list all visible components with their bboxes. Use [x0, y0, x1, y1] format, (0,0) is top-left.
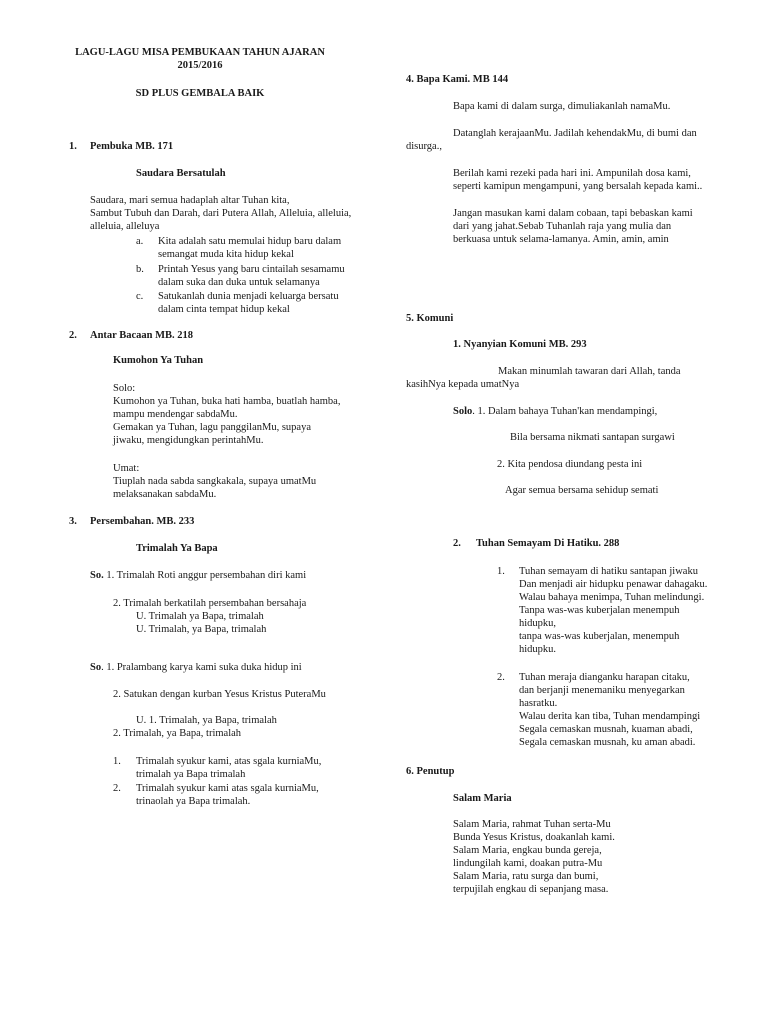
section-6-heading: 6. Penutup: [406, 766, 455, 777]
section-3-number: 3.: [69, 516, 77, 527]
list-item-text: Segala cemaskan musnah, kuaman abadi,: [519, 724, 693, 735]
section-5-subheading-2: Tuhan Semayam Di Hatiku. 288: [476, 538, 620, 549]
section-2-line: Umat:: [113, 463, 140, 474]
section-6-line: terpujilah engkau di sepanjang masa.: [453, 884, 609, 895]
section-6-line: Salam Maria, engkau bunda gereja,: [453, 845, 602, 856]
section-3-song-title: Trimalah Ya Bapa: [136, 543, 218, 554]
list-item-text: Walau derita kan tiba, Tuhan mendampingi: [519, 711, 701, 722]
list-item-text: Printah Yesus yang baru cintailah sesamamu: [158, 264, 345, 275]
doc-title-line2: 2015/2016: [177, 60, 223, 71]
section-3-heading: Persembahan. MB. 233: [90, 516, 195, 527]
section-5-subheading-1: 1. Nyanyian Komuni MB. 293: [453, 339, 587, 350]
section-2-song-title: Kumohon Ya Tuhan: [113, 355, 204, 366]
section-4-line: berkuasa untuk selama-lamanya. Amin, amin, amin: [453, 234, 669, 245]
school-name: SD PLUS GEMBALA BAIK: [135, 88, 265, 99]
list-marker: c.: [136, 291, 144, 302]
section-2-number: 2.: [69, 330, 77, 341]
list-item-text: semangat muda kita hidup kekal: [158, 249, 294, 260]
list-item-text: dan berjanji menemaniku menyegarkan: [519, 685, 685, 696]
verse-line: 2. Kita pendosa diundang pesta ini: [497, 459, 643, 470]
section-1-song-title: Saudara Bersatulah: [136, 168, 226, 179]
list-marker: b.: [136, 264, 144, 275]
section-2-line: jiwaku, mengidungkan perintahMu.: [113, 435, 264, 446]
section-2-line: melaksanakan sabdaMu.: [113, 489, 217, 500]
section-5-intro: kasihNya kepada umatNya: [406, 379, 520, 390]
section-2-line: Kumohon ya Tuhan, buka hati hamba, buatlah hamba,: [113, 396, 341, 407]
section-4-line: Jangan masukan kami dalam cobaan, tapi bebaskan kami: [453, 208, 693, 219]
list-item-text: hidupku,: [519, 618, 557, 629]
section-4-line: Bapa kami di dalam surga, dimuliakanlah namaMu.: [453, 101, 671, 112]
section-6-line: Salam Maria, rahmat Tuhan serta-Mu: [453, 819, 611, 830]
list-item-text: Trimalah syukur kami atas sgala kurniaMu,: [136, 783, 319, 794]
section-2-line: Gemakan ya Tuhan, lagu panggilanMu, supaya: [113, 422, 312, 433]
list-item-text: Tanpa was-was kuberjalan menempuh: [519, 605, 680, 616]
solo-line: . 1. Dalam bahaya Tuhan'kan mendampingi,: [472, 406, 658, 417]
solo-label: Solo: [453, 406, 473, 417]
verse-line: Agar semua bersama sehidup semati: [505, 485, 659, 496]
solo-line: 1. Trimalah Roti anggur persembahan diri kami: [103, 570, 307, 581]
list-item-text: dalam cinta tempat hidup kekal: [158, 304, 290, 315]
list-item-text: Trimalah syukur kami, atas sgala kurniaMu,: [136, 756, 322, 767]
list-item-text: Satukanlah dunia menjadi keluarga bersatu: [158, 291, 339, 302]
section-4-line: dari yang jahat.Sebab Tuhanlah raja yang mulia dan: [453, 221, 672, 232]
solo-line: . 1. Pralambang karya kami suka duka hidup ini: [101, 662, 302, 673]
list-marker: 2.: [497, 672, 505, 683]
verse-line: 2. Trimalah, ya Bapa, trimalah: [113, 728, 242, 739]
solo-label: So.: [90, 570, 104, 581]
section-6-line: Salam Maria, ratu surga dan bumi,: [453, 871, 599, 882]
section-4-heading: 4. Bapa Kami. MB 144: [406, 74, 509, 85]
section-4-line: Datanglah kerajaanMu. Jadilah kehendakMu, di bumi dan: [453, 128, 697, 139]
list-item-text: trimalah ya Bapa trimalah: [136, 769, 246, 780]
list-marker: 2.: [113, 783, 121, 794]
section-1-line: alleluia, alleluya: [90, 221, 160, 232]
list-marker: 1.: [113, 756, 121, 767]
section-6-song-title: Salam Maria: [453, 793, 512, 804]
solo-label: So: [90, 662, 102, 673]
list-item-text: Kita adalah satu memulai hidup baru dalam: [158, 236, 342, 247]
list-item-text: tanpa was-was kuberjalan, menempuh: [519, 631, 680, 642]
section-6-line: Bunda Yesus Kristus, doakanlah kami.: [453, 832, 615, 843]
section-1-line: Saudara, mari semua hadaplah altar Tuhan kita,: [90, 195, 290, 206]
list-item-text: trinaolah ya Bapa trimalah.: [136, 796, 251, 807]
response-line: U. Trimalah, ya Bapa, trimalah: [136, 624, 267, 635]
verse-line: 2. Satukan dengan kurban Yesus Kristus PuteraMu: [113, 689, 326, 700]
list-item-text: Segala cemaskan musnah, ku aman abadi.: [519, 737, 696, 748]
section-1-line: Sambut Tubuh dan Darah, dari Putera Allah, Alleluia, alleluia,: [90, 208, 352, 219]
section-5-intro: Makan minumlah tawaran dari Allah, tanda: [498, 366, 681, 377]
section-5-subheading-2-number: 2.: [453, 538, 461, 549]
doc-title-line1: LAGU-LAGU MISA PEMBUKAAN TAHUN AJARAN: [75, 47, 325, 58]
section-4-line: seperti kamipun mengampuni, yang bersalah kepada kami..: [453, 181, 703, 192]
response-line: U. Trimalah ya Bapa, trimalah: [136, 611, 264, 622]
list-item-text: Tuhan semayam di hatiku santapan jiwaku: [519, 566, 698, 577]
list-item-text: Walau bahaya menimpa, Tuhan melindungi.: [519, 592, 705, 603]
list-marker: 1.: [497, 566, 505, 577]
list-marker: a.: [136, 236, 144, 247]
section-2-heading: Antar Bacaan MB. 218: [90, 330, 194, 341]
list-item-text: Tuhan meraja dianganku harapan citaku,: [519, 672, 690, 683]
section-2-line: Solo:: [113, 383, 136, 394]
section-6-line: lindungilah kami, doakan putra-Mu: [453, 858, 603, 869]
section-2-line: Tiuplah nada sabda sangkakala, supaya umatMu: [113, 476, 317, 487]
section-2-line: mampu mendengar sabdaMu.: [113, 409, 238, 420]
list-item-text: Dan menjadi air hidupku penawar dahagaku.: [519, 579, 708, 590]
section-1-heading: Pembuka MB. 171: [90, 141, 174, 152]
section-4-line: Berilah kami rezeki pada hari ini. Ampunilah dosa kami,: [453, 168, 691, 179]
verse-line: Bila bersama nikmati santapan surgawi: [510, 432, 675, 443]
list-item-text: dalam suka dan duka untuk selamanya: [158, 277, 320, 288]
section-4-line: disurga.,: [406, 141, 442, 152]
verse-line: 2. Trimalah berkatilah persembahan bersahaja: [113, 598, 307, 609]
section-5-heading: 5. Komuni: [406, 313, 454, 324]
response-line: U. 1. Trimalah, ya Bapa, trimalah: [136, 715, 277, 726]
list-item-text: hidupku.: [519, 644, 557, 655]
list-item-text: hasratku.: [519, 698, 558, 709]
section-1-number: 1.: [69, 141, 77, 152]
